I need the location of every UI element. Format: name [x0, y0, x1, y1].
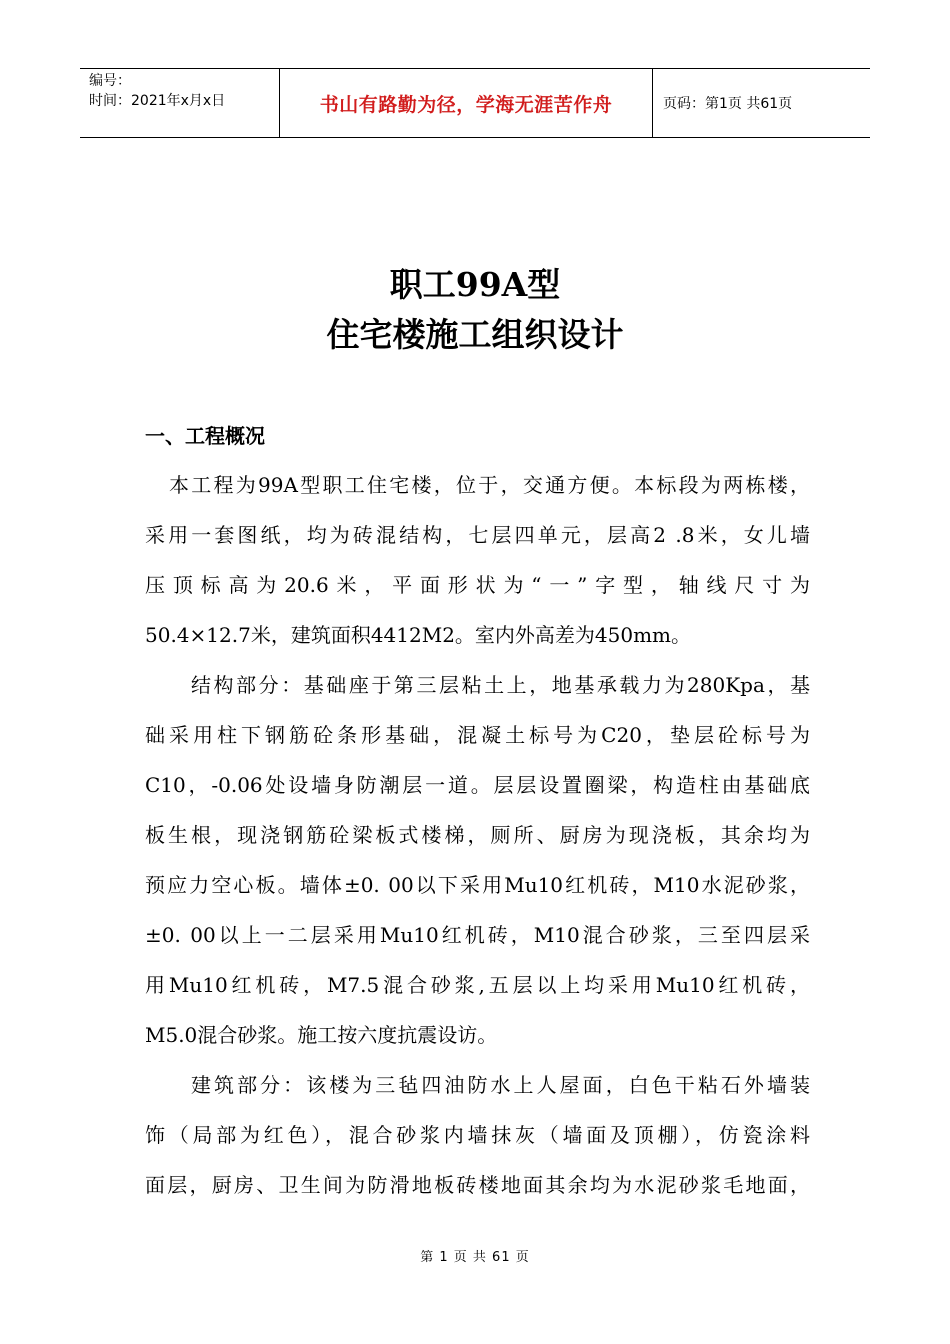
- title-line-2: 住宅楼施工组织设计: [326, 315, 624, 354]
- paragraph-3: [145, 1060, 810, 1210]
- text-line: C10，-0.06处设墙身防潮层一道。层层设置圈梁，构造柱由基础底: [145, 773, 810, 797]
- document-title: [0, 260, 950, 360]
- header-page-info: 页码：第1页 共61页: [663, 96, 793, 112]
- text-line: 础采用柱下钢筋砼条形基础，混凝土标号为C20，垫层砼标号为: [145, 723, 810, 747]
- text-line: 预应力空心板。墙体±0. 00以下采用Mu10红机砖，M10水泥砂浆，: [145, 873, 810, 897]
- text-line: 面层，厨房、卫生间为防滑地板砖楼地面其余均为水泥砂浆毛地面，: [145, 1173, 810, 1197]
- text-line: 板生根，现浇钢筋砼梁板式楼梯，厕所、厨房为现浇板，其余均为: [145, 823, 810, 847]
- paragraph-2: [145, 660, 810, 1060]
- text-line: ±0. 00以上一二层采用Mu10红机砖，M10混合砂浆，三至四层采: [145, 923, 810, 947]
- text-line: 建筑部分：该楼为三毡四油防水上人屋面，白色干粘石外墙装: [191, 1073, 810, 1097]
- text-line: 饰（局部为红色），混合砂浆内墙抹灰（墙面及顶棚），仿瓷涂料: [145, 1123, 810, 1147]
- text-line: 采用一套图纸，均为砖混结构，七层四单元，层高2 .8米，女儿墙: [145, 523, 810, 547]
- page-header: [80, 68, 870, 138]
- paragraph-1: [145, 460, 810, 660]
- page-footer: 第 1 页 共 61 页: [420, 1250, 530, 1265]
- text-line: 本工程为99A型职工住宅楼，位于，交通方便。本标段为两栋楼，: [169, 473, 810, 497]
- title-line-1: 职工99A型: [389, 265, 561, 304]
- document-body: [145, 460, 810, 1210]
- header-code-label: 编号：: [89, 73, 131, 89]
- header-time-label: 时间：2021年x月x日: [89, 93, 226, 109]
- text-line: 压顶标高为20.6米，平面形状为“一”字型，轴线尺寸为: [145, 573, 810, 597]
- text-line: 结构部分：基础座于第三层粘土上，地基承载力为280Kpa，基: [191, 673, 810, 697]
- header-meta: [80, 69, 280, 137]
- text-line: M5.0混合砂浆。施工按六度抗震设访。: [145, 1023, 498, 1047]
- text-line: 50.4×12.7米，建筑面积4412M2。室内外高差为450mm。: [145, 623, 692, 647]
- section-heading: 一、工程概况: [145, 424, 265, 448]
- text-line: 用Mu10红机砖，M7.5混合砂浆,五层以上均采用Mu10红机砖，: [145, 973, 810, 997]
- header-motto: 书山有路勤为径，学海无涯苦作舟: [280, 69, 653, 137]
